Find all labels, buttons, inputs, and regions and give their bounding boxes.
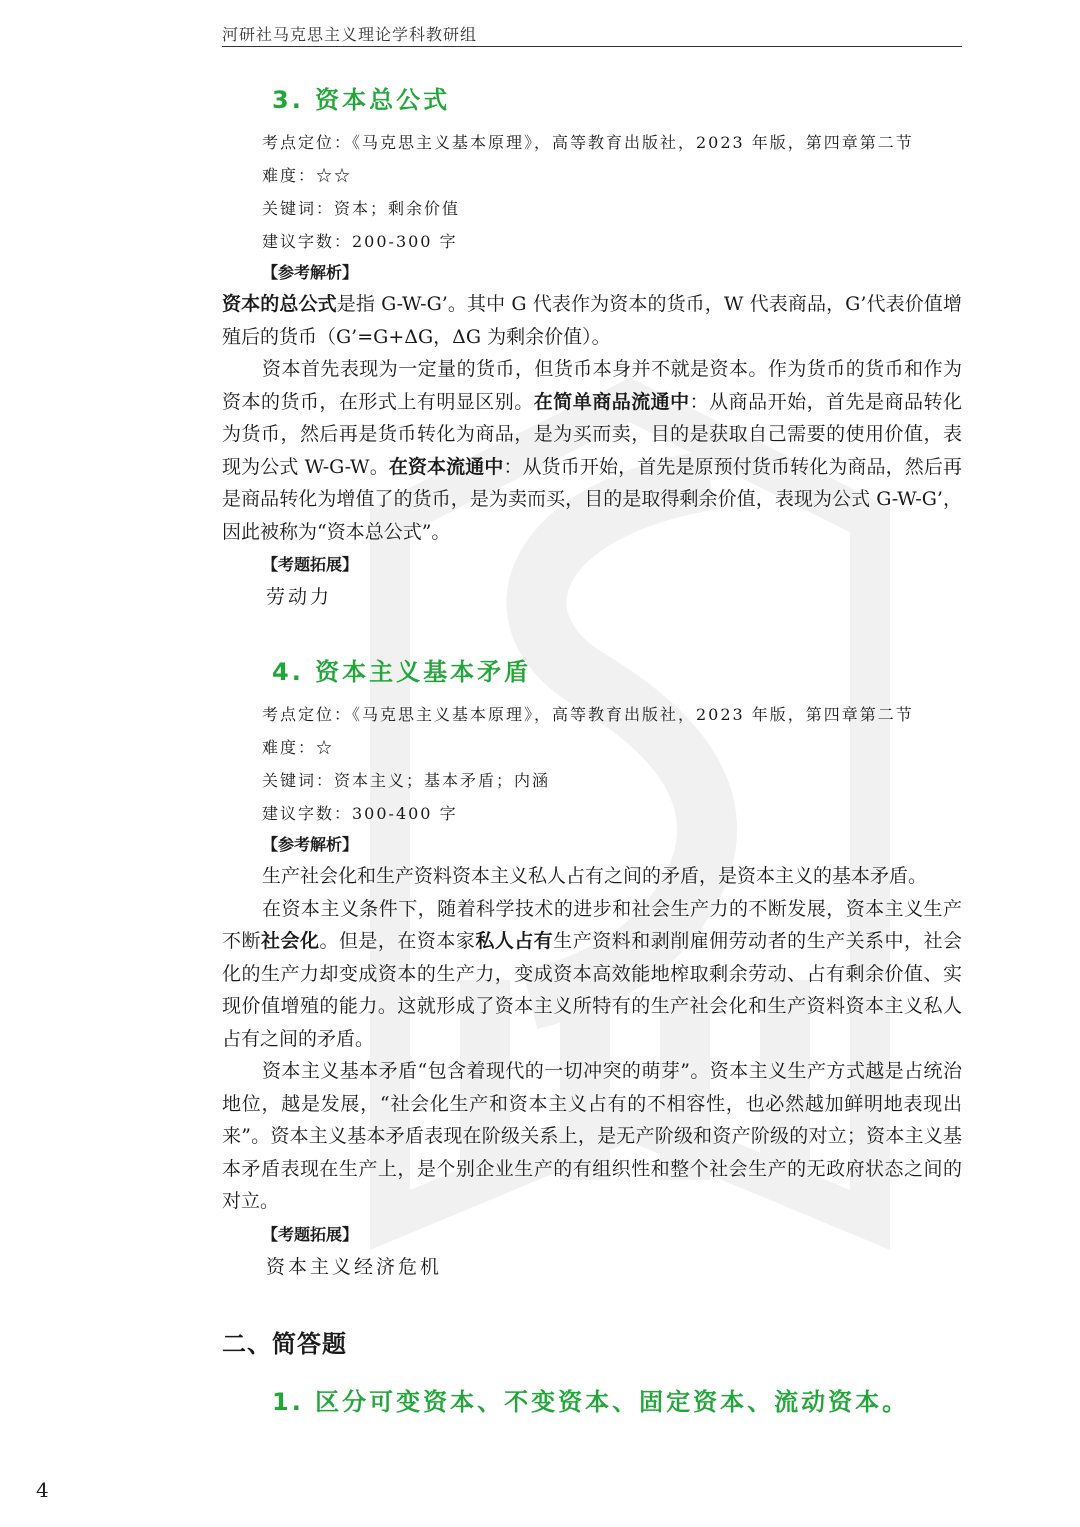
page-number: 4: [36, 1478, 49, 1502]
page-content: [222, 80, 962, 1422]
extension-text: 资本主义经济危机: [266, 1255, 443, 1278]
section-title: 3. 资本总公式: [272, 86, 451, 114]
section-title: 4. 资本主义基本矛盾: [272, 658, 532, 686]
extension-label: 【考题拓展】: [262, 1224, 359, 1244]
difficulty: 难度：☆☆: [262, 166, 353, 185]
keywords: 关键词：资本主义；基本矛盾；内涵: [262, 771, 551, 790]
header-text: 河研社马克思主义理论学科教研组: [222, 25, 478, 44]
extension-label: 【考题拓展】: [262, 555, 359, 574]
word-count: 建议字数：200-300 字: [262, 232, 458, 251]
bold-term: 资本的总公式: [222, 293, 337, 315]
analysis-paragraph: 资本主义基本矛盾“包含着现代的一切冲突的萌芽”。资本主义生产方式越是占统治地位，越是发展，“社会化生产和资本主义占有的不相容性，也必然越加鲜明地表现出来”。资本主义基本矛盾表现在阶级关系上，是无产阶级和资产阶级的对立；资本主义基本矛盾表现在生产上，是个别企业生产的有组织性和整个社会生产的无政府状态之间的对立。: [222, 1060, 962, 1212]
exam-position: 考点定位：《马克思主义基本原理》，高等教育出版社，2023 年版，第四章第二节: [262, 133, 914, 152]
word-count: 建议字数：300-400 字: [262, 804, 458, 823]
extension-text: 劳动力: [266, 586, 333, 608]
analysis-paragraph: 资本首先表现为一定量的货币，但货币本身并不就是资本。作为货币的货币和作为资本的货币，在形式上有明显区别。在简单商品流通中：从商品开始，首先是商品转化为货币，然后再是货币转化为商品，是为买而卖，目的是获取自己需要的使用价值，表现为公式 W-G-W。在资本流通中：从货币开始，首先是原预付货币转化为商品，然后再是商品转化为增值了的货币，是为卖而买，目的是取得剩余价值，表现为公式 G-W-G’，因此被称为“资本总公式”。: [222, 358, 962, 543]
bold-term: 社会化: [260, 930, 320, 952]
exam-position: 考点定位：《马克思主义基本原理》，高等教育出版社，2023 年版，第四章第二节: [262, 705, 914, 724]
difficulty: 难度：☆: [262, 738, 335, 757]
question-title: 1. 区分可变资本、不变资本、固定资本、流动资本。: [272, 1387, 910, 1416]
analysis-paragraph: 在资本主义条件下，随着科学技术的进步和社会生产力的不断发展，资本主义生产不断社会化。但是，在资本家私人占有生产资料和剥削雇佣劳动者的生产关系中，社会化的生产力却变成资本的生产力，变成资本高效能地榨取剩余劳动、占有剩余价值、实现价值增殖的能力。这就形成了资本主义所特有的生产社会化和生产资料资本主义私人占有之间的矛盾。: [222, 897, 962, 1050]
keywords: 关键词：资本；剩余价值: [262, 199, 461, 218]
analysis-paragraph: 资本的总公式是指 G-W-G’。其中 G 代表作为资本的货币，W 代表商品，G’代表价值增殖后的货币（G’=G+ΔG，ΔG 为剩余价值）。: [222, 293, 962, 348]
bold-term: 在简单商品流通中: [533, 390, 690, 413]
bold-term: 私人占有: [475, 930, 554, 952]
analysis-label: 【参考解析】: [262, 263, 359, 282]
part-title: 二、简答题: [222, 1329, 347, 1358]
analysis-label: 【参考解析】: [262, 835, 359, 854]
page-header: [222, 22, 962, 47]
bold-term: 在资本流通中: [388, 455, 504, 478]
analysis-paragraph: 生产社会化和生产资料资本主义私人占有之间的矛盾，是资本主义的基本矛盾。: [262, 865, 928, 887]
